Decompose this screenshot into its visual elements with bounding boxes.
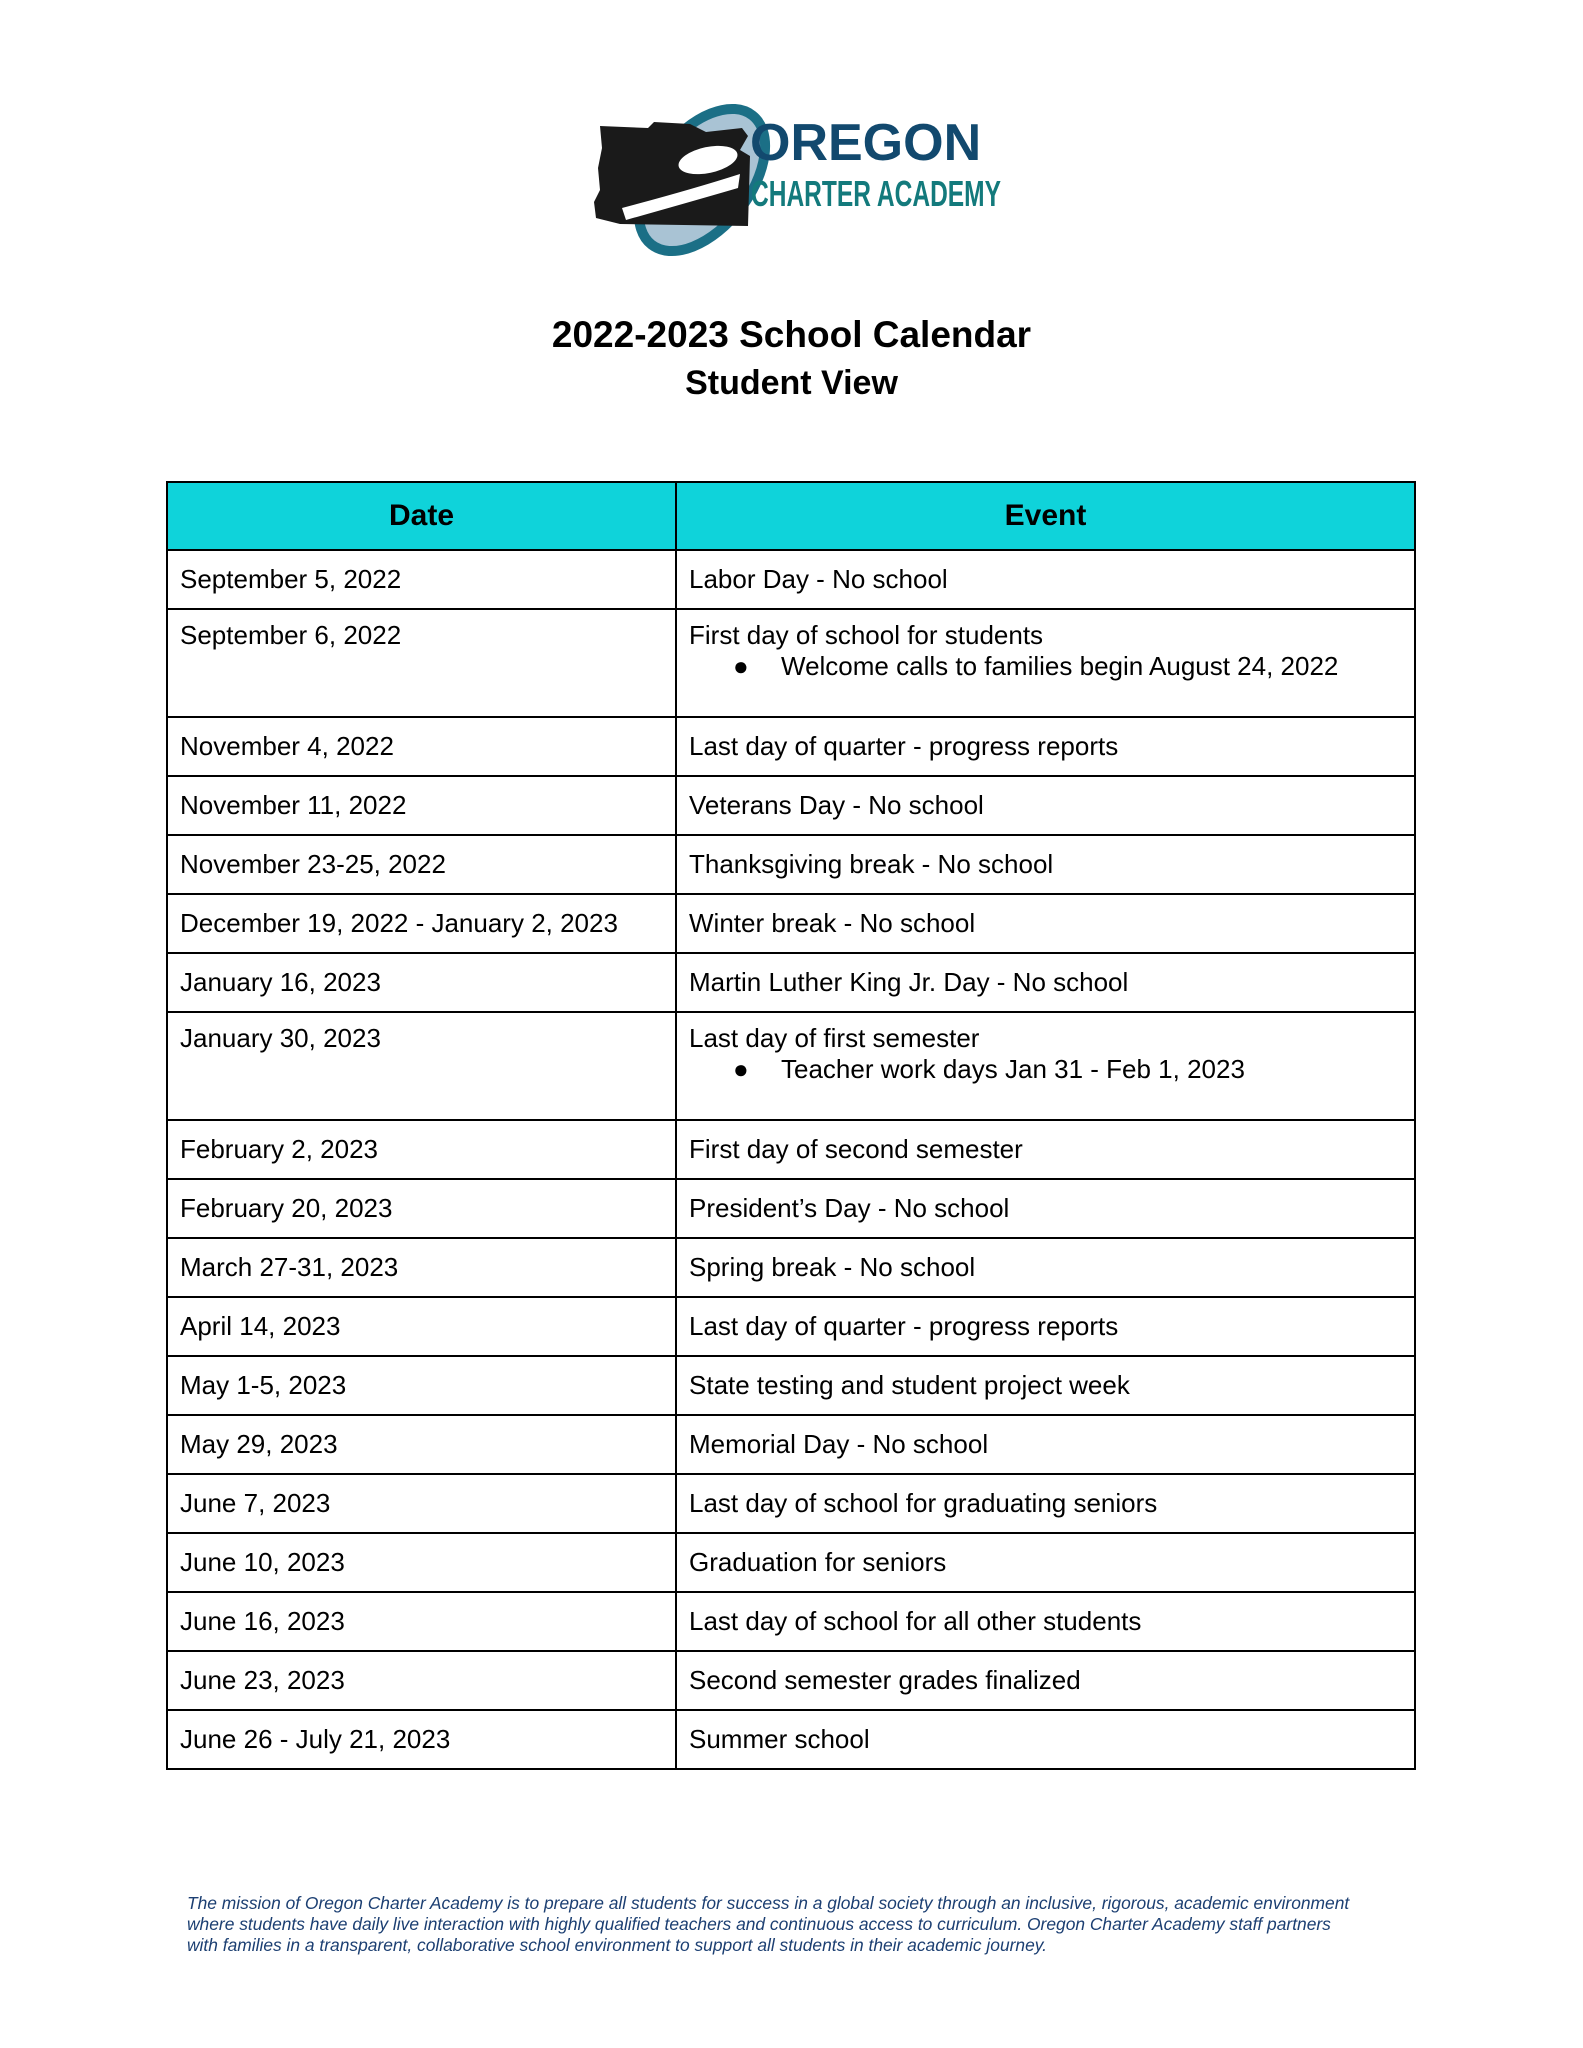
event-label: Second semester grades finalized <box>689 1665 1081 1695</box>
event-cell <box>676 1238 1415 1297</box>
event-label: Last day of quarter - progress reports <box>689 1311 1119 1341</box>
table-row <box>167 894 1415 953</box>
bullet-icon: ● <box>733 651 749 681</box>
date-cell: September 6, 2022 <box>167 609 676 717</box>
event-sub-text: Teacher work days Jan 31 - Feb 1, 2023 <box>781 1054 1245 1084</box>
event-cell <box>676 953 1415 1012</box>
date-cell: November 11, 2022 <box>167 776 676 835</box>
table-row <box>167 1356 1415 1415</box>
date-cell: June 23, 2023 <box>167 1651 676 1710</box>
date-cell: June 16, 2023 <box>167 1592 676 1651</box>
table-row <box>167 953 1415 1012</box>
table-row <box>167 609 1415 717</box>
event-label: Graduation for seniors <box>689 1547 947 1577</box>
event-label: Last day of first semester <box>689 1023 980 1053</box>
event-cell <box>676 1592 1415 1651</box>
event-label: Last day of school for all other students <box>689 1606 1142 1636</box>
date-cell: January 16, 2023 <box>167 953 676 1012</box>
column-header-date: Date <box>167 482 676 550</box>
event-label: Memorial Day - No school <box>689 1429 989 1459</box>
calendar-table <box>166 481 1416 1770</box>
event-label: Winter break - No school <box>689 908 976 938</box>
event-cell <box>676 894 1415 953</box>
event-cell <box>676 1120 1415 1179</box>
event-cell <box>676 609 1415 717</box>
mission-statement <box>187 1893 1417 1956</box>
table-header-row <box>167 482 1415 550</box>
date-cell: November 4, 2022 <box>167 717 676 776</box>
date-cell: September 5, 2022 <box>167 550 676 609</box>
date-cell: December 19, 2022 - January 2, 2023 <box>167 894 676 953</box>
calendar-body <box>167 550 1415 1769</box>
event-cell <box>676 1297 1415 1356</box>
event-label: Last day of school for graduating seniors <box>689 1488 1158 1518</box>
table-row <box>167 1710 1415 1769</box>
event-cell <box>676 1012 1415 1120</box>
table-row <box>167 1592 1415 1651</box>
date-cell: April 14, 2023 <box>167 1297 676 1356</box>
event-cell <box>676 776 1415 835</box>
table-row <box>167 1533 1415 1592</box>
table-row <box>167 1238 1415 1297</box>
event-label: State testing and student project week <box>689 1370 1130 1400</box>
mission-line: The mission of Oregon Charter Academy is to prepare all students for success in a global society through an inclusive, rigorous, academic environment <box>187 1893 1350 1913</box>
logo-line2: CHARTER ACADEMY <box>751 173 1001 214</box>
event-label: First day of school for students <box>689 620 1044 650</box>
table-row <box>167 1012 1415 1120</box>
mission-line: with families in a transparent, collaborative school environment to support all students in their academic journey. <box>187 1935 1047 1955</box>
page-title: 2022-2023 School Calendar <box>551 314 1032 355</box>
event-cell <box>676 550 1415 609</box>
event-cell <box>676 1179 1415 1238</box>
event-label: Last day of quarter - progress reports <box>689 731 1119 761</box>
date-cell: February 2, 2023 <box>167 1120 676 1179</box>
event-label: Thanksgiving break - No school <box>689 849 1054 879</box>
date-cell: May 1-5, 2023 <box>167 1356 676 1415</box>
table-row <box>167 1651 1415 1710</box>
table-row <box>167 1415 1415 1474</box>
date-cell: March 27-31, 2023 <box>167 1238 676 1297</box>
event-label: Veterans Day - No school <box>689 790 984 820</box>
table-row <box>167 1179 1415 1238</box>
date-cell: November 23-25, 2022 <box>167 835 676 894</box>
event-cell <box>676 1651 1415 1710</box>
event-cell <box>676 1415 1415 1474</box>
event-sub-item <box>689 1054 1402 1085</box>
date-cell: June 10, 2023 <box>167 1533 676 1592</box>
event-label: Labor Day - No school <box>689 564 948 594</box>
date-cell: January 30, 2023 <box>167 1012 676 1120</box>
event-label: Spring break - No school <box>689 1252 976 1282</box>
event-label: President’s Day - No school <box>689 1193 1010 1223</box>
event-label: Summer school <box>689 1724 870 1754</box>
table-row <box>167 1120 1415 1179</box>
mission-line: where students have daily live interaction with highly qualified teachers and continuous access to curriculum. Oregon Charter Academy staff partners <box>187 1914 1331 1934</box>
bullet-icon: ● <box>733 1054 749 1084</box>
table-row <box>167 1474 1415 1533</box>
date-cell: May 29, 2023 <box>167 1415 676 1474</box>
event-sub-text: Welcome calls to families begin August 24, 2022 <box>781 651 1339 681</box>
table-row <box>167 776 1415 835</box>
date-cell: June 26 - July 21, 2023 <box>167 1710 676 1769</box>
event-label: Martin Luther King Jr. Day - No school <box>689 967 1129 997</box>
logo-line1: OREGON <box>750 114 982 172</box>
date-cell: June 7, 2023 <box>167 1474 676 1533</box>
event-label: First day of second semester <box>689 1134 1023 1164</box>
event-cell <box>676 1474 1415 1533</box>
table-row <box>167 1297 1415 1356</box>
event-cell <box>676 717 1415 776</box>
date-cell: February 20, 2023 <box>167 1179 676 1238</box>
event-cell <box>676 1356 1415 1415</box>
page-subtitle: Student View <box>685 364 898 402</box>
event-sub-item <box>689 651 1402 682</box>
event-cell <box>676 1533 1415 1592</box>
school-logo <box>590 98 1010 263</box>
event-cell <box>676 1710 1415 1769</box>
table-row <box>167 550 1415 609</box>
column-header-event: Event <box>676 482 1415 550</box>
table-row <box>167 835 1415 894</box>
event-cell <box>676 835 1415 894</box>
table-row <box>167 717 1415 776</box>
